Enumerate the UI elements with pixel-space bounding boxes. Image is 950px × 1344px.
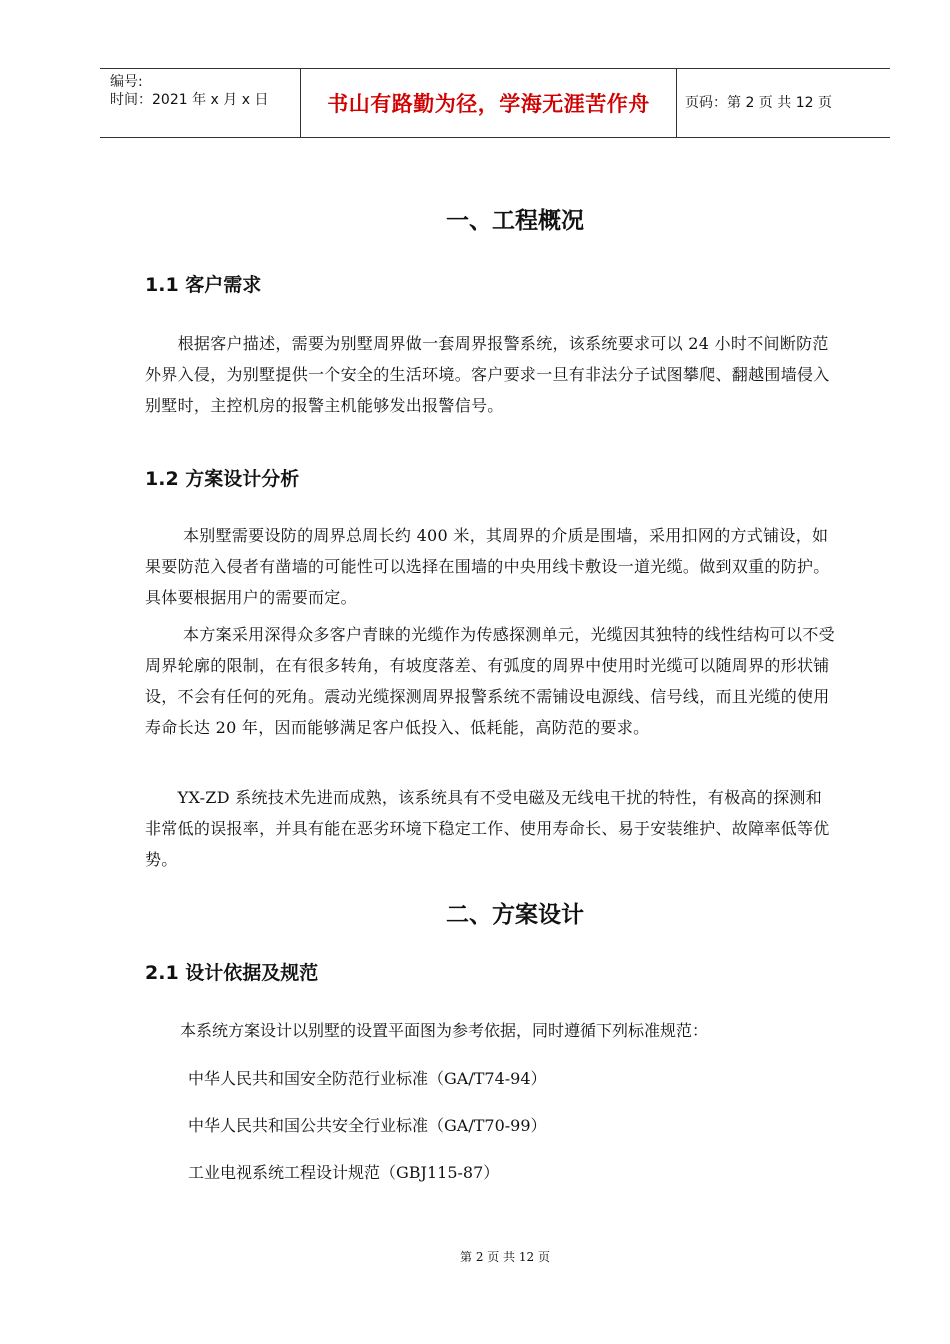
document-time-label: 时间：2021 年 x 月 x 日 — [110, 92, 269, 108]
section1-2-paragraph-1: 本别墅需要设防的周界总周长约 400 米，其周界的介质是围墙，采用扣网的方式铺设，如果要防范入侵者有凿墙的可能性可以选择在围墙的中央用线卡敷设一道光缆。做到双重的防护。具体要根据用户的需要而定。 — [145, 526, 830, 607]
section1-1-paragraph: 根据客户描述，需要为别墅周界做一套周界报警系统，该系统要求可以 24 小时不间断防范外界入侵，为别墅提供一个安全的生活环境。客户要求一旦有非法分子试图攀爬、翻越围墙侵入别墅时，主控机房的报警主机能够发出报警信号。 — [145, 334, 830, 415]
page-header — [100, 68, 890, 138]
header-page-info: 页码：第 2 页 共 12 页 — [685, 95, 832, 111]
standard-item: 中华人民共和国公共安全行业标准（GA/T70-99） — [188, 1116, 547, 1135]
header-motto: 书山有路勤为径，学海无涯苦作舟 — [327, 92, 650, 116]
section1-2-paragraph-2: 本方案采用深得众多客户青睐的光缆作为传感探测单元，光缆因其独特的线性结构可以不受周界轮廓的限制，在有很多转角，有坡度落差、有弧度的周界中使用时光缆可以随周界的形状铺设，不会有任何的死角。震动光缆探测周界报警系统不需铺设电源线、信号线，而且光缆的使用寿命长达 20 年，因而能够满足客户低投入、低耗能，高防范的要求。 — [145, 625, 835, 737]
standard-item: 工业电视系统工程设计规范（GBJ115-87） — [188, 1163, 500, 1182]
section1-1-title: 1.1 客户需求 — [145, 274, 262, 296]
section2-1-intro: 本系统方案设计以别墅的设置平面图为参考依据，同时遵循下列标准规范： — [180, 1021, 709, 1040]
section2-1-title: 2.1 设计依据及规范 — [145, 962, 319, 984]
section2-title: 二、方案设计 — [446, 902, 584, 928]
header-motto-cell — [301, 69, 677, 137]
standard-item: 中华人民共和国安全防范行业标准（GA/T74-94） — [188, 1069, 547, 1088]
page-footer: 第 2 页 共 12 页 — [460, 1250, 550, 1264]
section1-2-title: 1.2 方案设计分析 — [145, 468, 300, 490]
section1-title: 一、工程概况 — [446, 208, 584, 234]
section1-2-paragraph-3: YX-ZD 系统技术先进而成熟，该系统具有不受电磁及无线电干扰的特性，有极高的探测和非常低的误报率，并具有能在恶劣环境下稳定工作、使用寿命长、易于安装维护、故障率低等优势。 — [145, 788, 830, 869]
document-number-label: 编号: — [110, 74, 143, 90]
header-meta — [100, 69, 301, 137]
